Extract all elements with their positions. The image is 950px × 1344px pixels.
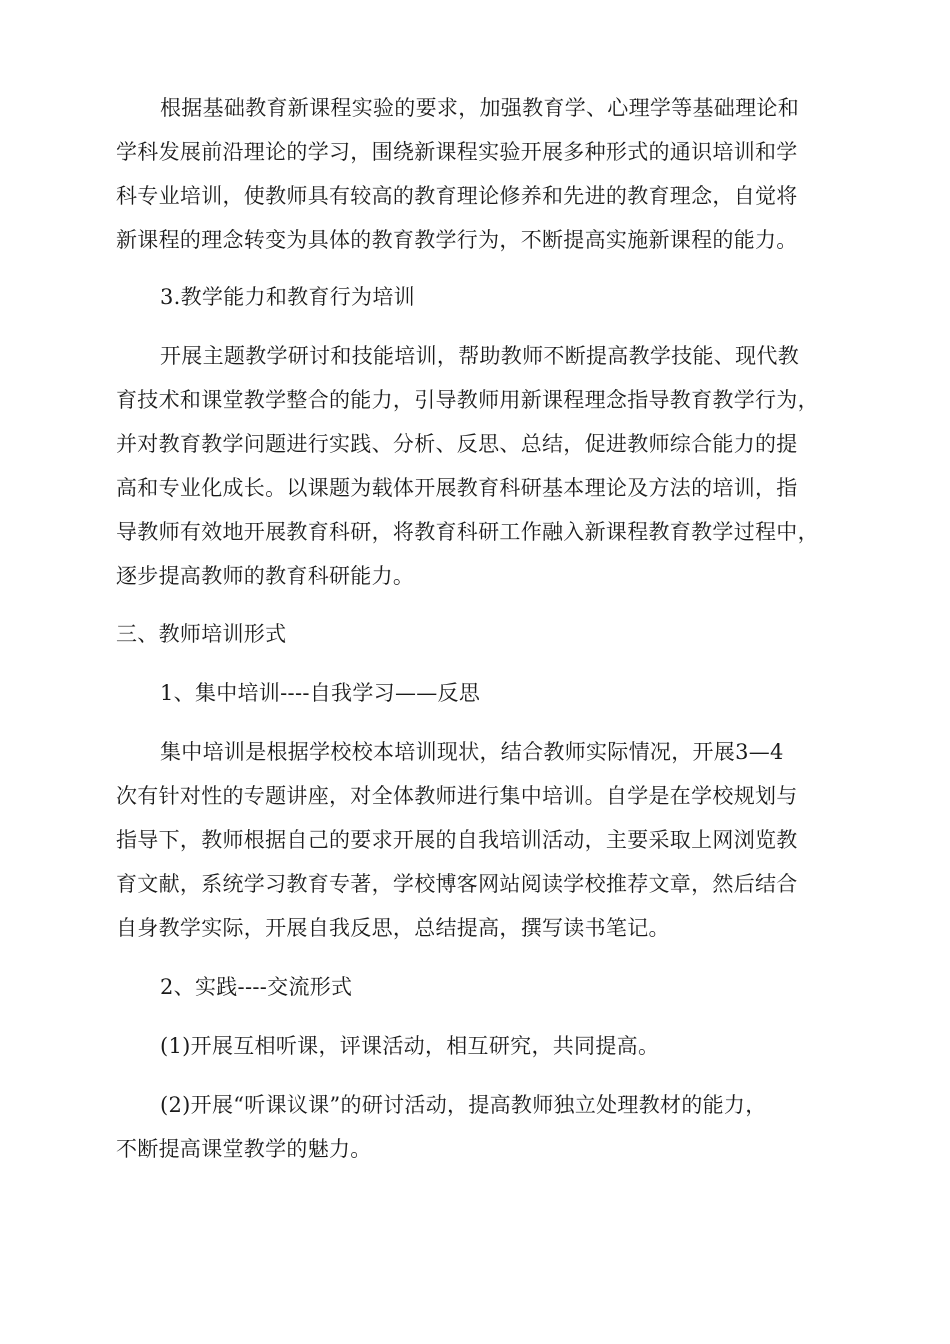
paragraph-2-line-6: 逐步提高教师的教育科研能力。: [116, 564, 415, 588]
paragraph-1-line-4: 新课程的理念转变为具体的教育教学行为，不断提高实施新课程的能力。: [116, 228, 798, 252]
subheading-1: 1、集中培训----自我学习——反思: [160, 681, 481, 705]
paragraph-3-line-5: 自身教学实际，开展自我反思，总结提高，撰写读书笔记。: [116, 916, 670, 940]
paragraph-2-line-4: 高和专业化成长。以课题为载体开展教育科研基本理论及方法的培训，指: [116, 476, 798, 500]
paragraph-1-line-1: 根据基础教育新课程实验的要求，加强教育学、心理学等基础理论和: [160, 96, 799, 120]
paragraph-2-line-1: 开展主题教学研讨和技能培训，帮助教师不断提高教学技能、现代教: [160, 344, 799, 368]
paragraph-2-line-5: 导教师有效地开展教育科研，将教育科研工作融入新课程教育教学过程中，: [116, 520, 819, 544]
list-item-1: (1)开展互相听课，评课活动，相互研究，共同提高。: [160, 1034, 660, 1058]
list-item-2-line-1: (2)开展“听课议课”的研讨活动，提高教师独立处理教材的能力，: [160, 1093, 767, 1117]
paragraph-2-line-2: 育技术和课堂教学整合的能力，引导教师用新课程理念指导教育教学行为，: [116, 388, 819, 412]
subheading-2: 2、实践----交流形式: [160, 975, 353, 999]
paragraph-3-line-3: 指导下，教师根据自己的要求开展的自我培训活动，主要采取上网浏览教: [116, 828, 798, 852]
paragraph-2-line-3: 并对教育教学问题进行实践、分析、反思、总结，促进教师综合能力的提: [116, 432, 798, 456]
list-item-2-line-2: 不断提高课堂教学的魅力。: [116, 1137, 372, 1161]
paragraph-1-line-2: 学科发展前沿理论的学习，围绕新课程实验开展多种形式的通识培训和学: [116, 140, 798, 164]
paragraph-1-line-3: 科专业培训，使教师具有较高的教育理论修养和先进的教育理念，自觉将: [116, 184, 798, 208]
section-heading-3: 3.教学能力和教育行为培训: [160, 285, 415, 309]
paragraph-3-line-2: 次有针对性的专题讲座，对全体教师进行集中培训。自学是在学校规划与: [116, 784, 798, 808]
paragraph-3-line-4: 育文献，系统学习教育专著，学校博客网站阅读学校推荐文章，然后结合: [116, 872, 798, 896]
section-heading-training-forms: 三、教师培训形式: [116, 622, 287, 646]
paragraph-3-line-1: 集中培训是根据学校校本培训现状，结合教师实际情况，开展3—4: [160, 740, 784, 764]
